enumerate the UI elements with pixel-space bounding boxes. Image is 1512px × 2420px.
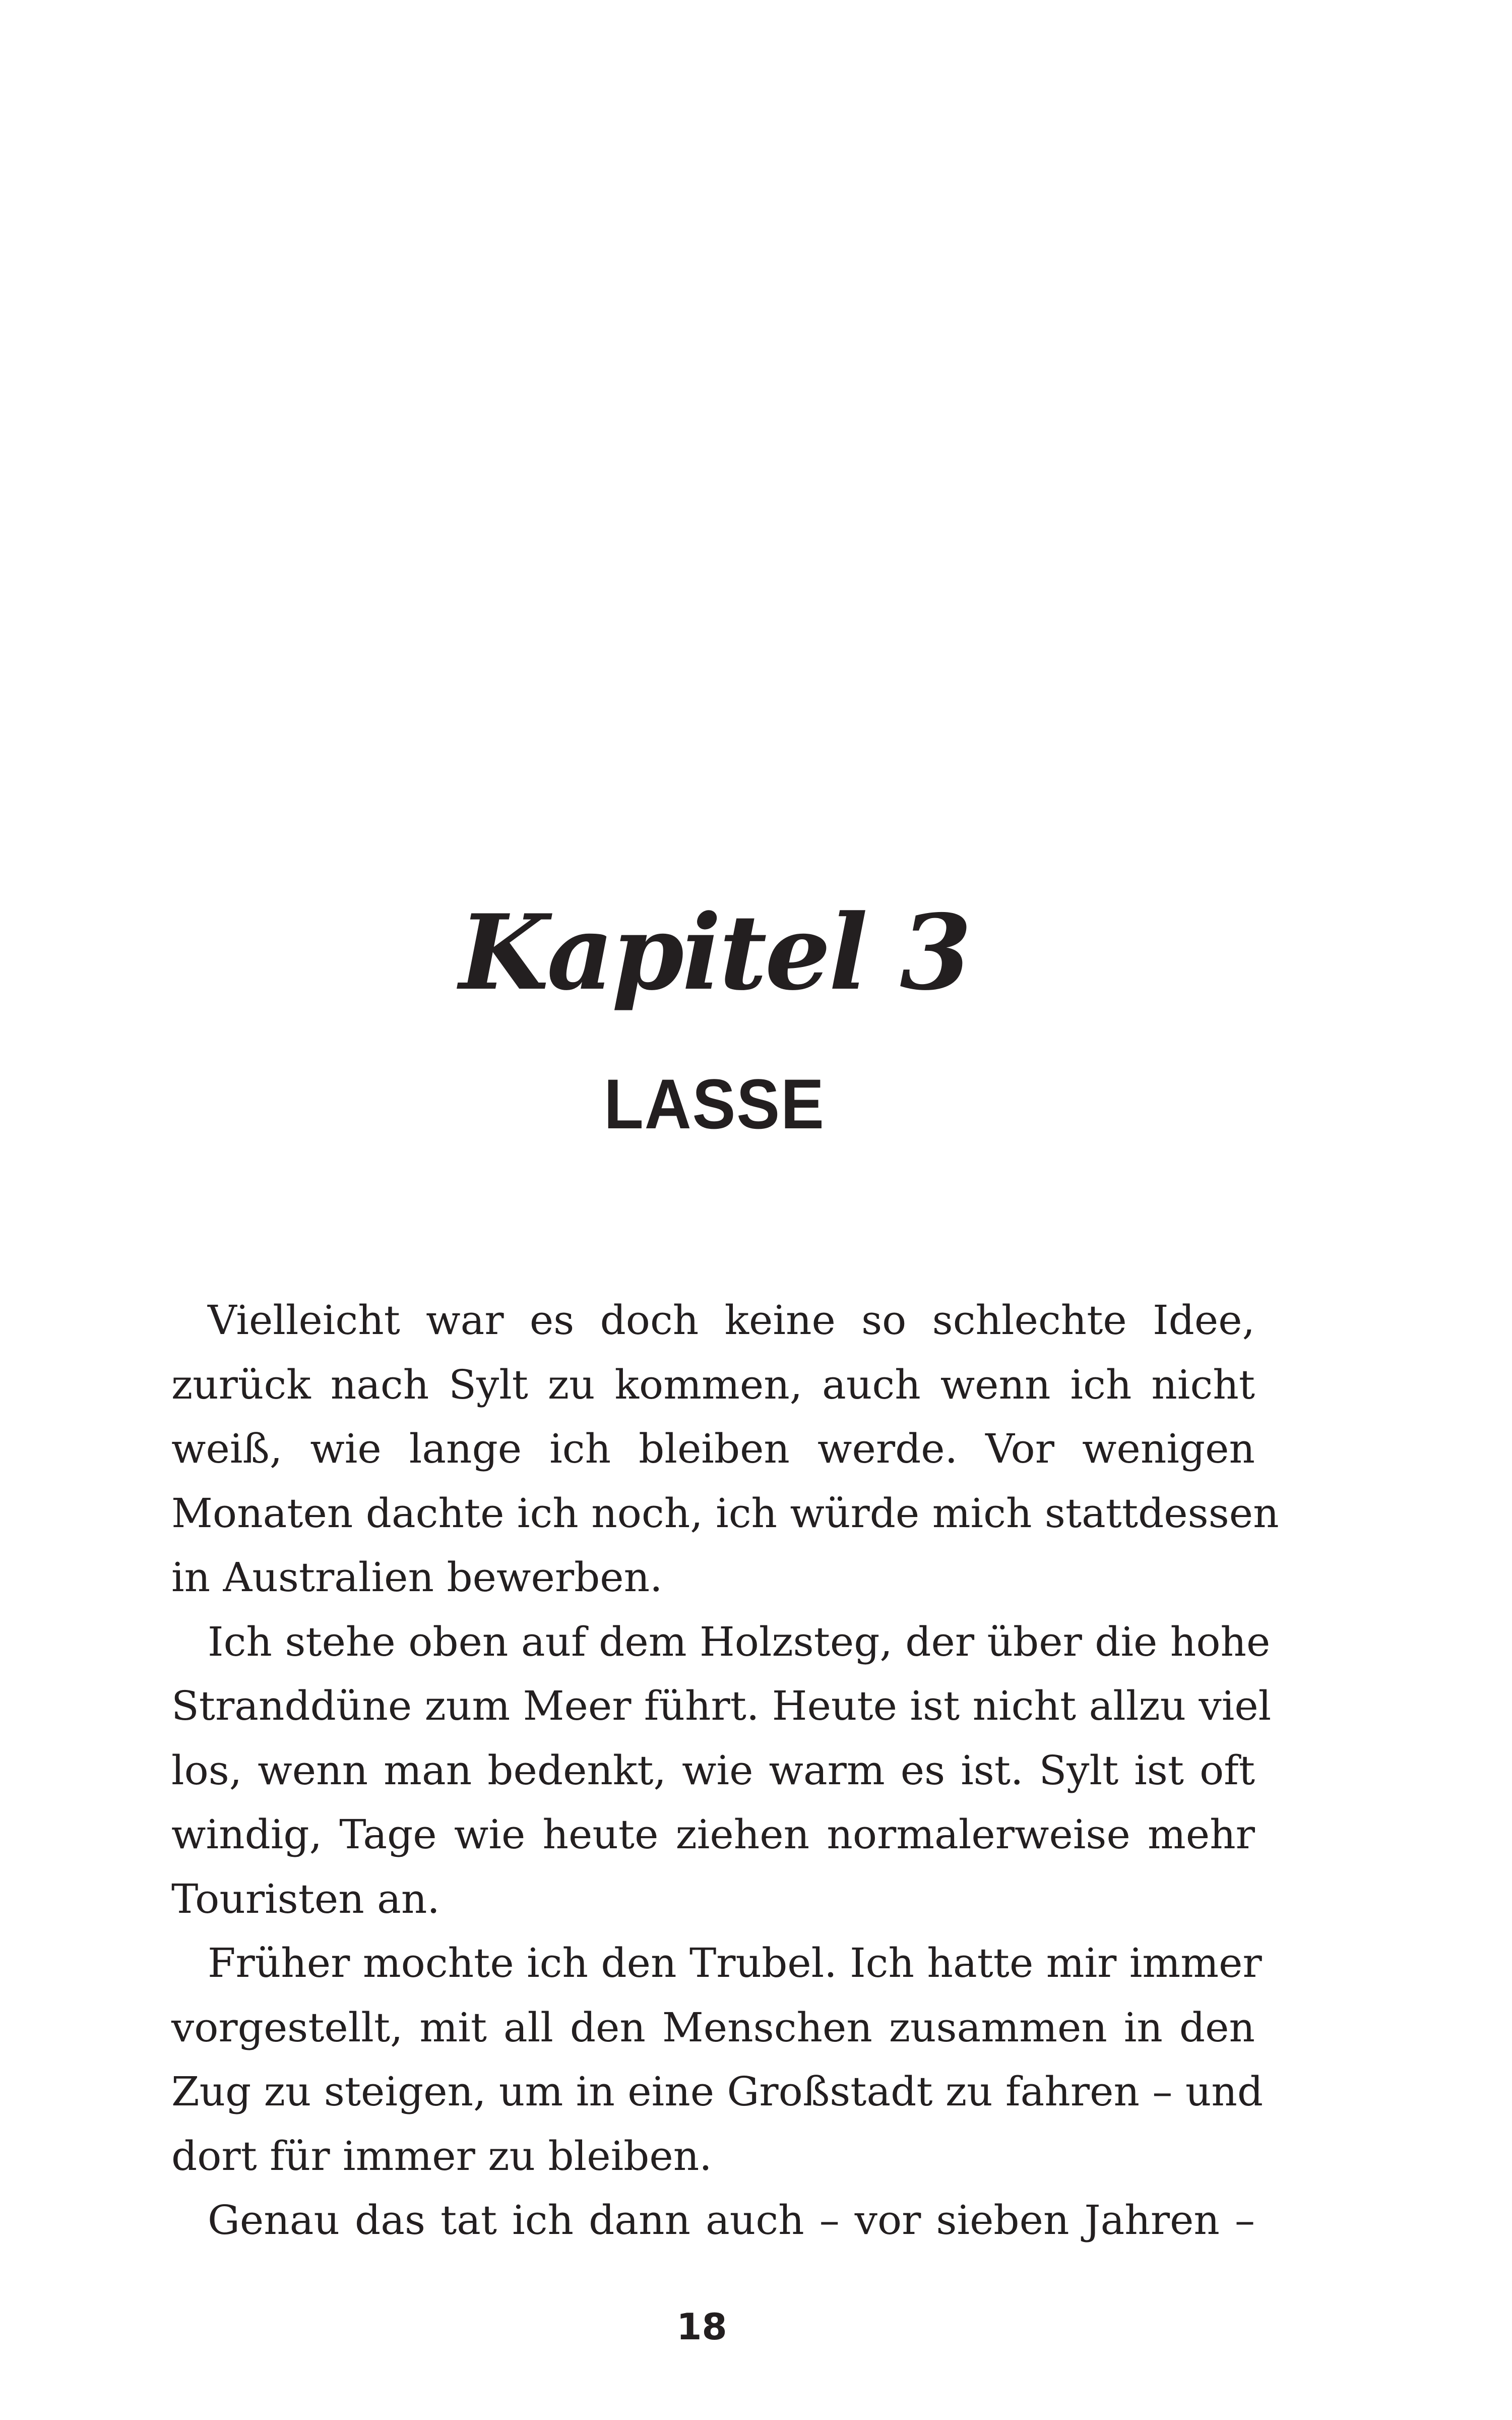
text-line: Monaten dachte ich noch, ich würde mich stattdessen <box>171 1489 1279 1537</box>
text-line: dort für immer zu bleiben. <box>171 2132 712 2180</box>
text-line: windig, Tage wie heute ziehen normalerweise mehr <box>171 1811 1255 1858</box>
body-text <box>171 1288 1279 2253</box>
text-line: Ich stehe oben auf dem Holzsteg, der über die hohe <box>208 1618 1271 1665</box>
text-line: Stranddüne zum Meer führt. Heute ist nicht allzu viel <box>171 1682 1272 1729</box>
text-line: vorgestellt, mit all den Menschen zusammen in den <box>171 2004 1255 2051</box>
text-line: in Australien bewerben. <box>171 1554 663 1601</box>
text-line: Genau das tat ich dann auch – vor sieben Jahren – <box>208 2197 1255 2244</box>
text-line: Vielleicht war es doch keine so schlechte Idee, <box>208 1297 1255 1344</box>
text-line: Früher mochte ich den Trubel. Ich hatte mir immer <box>208 1940 1262 1986</box>
page-number: 18 <box>676 2306 727 2348</box>
chapter-name: LASSE <box>604 1064 825 1143</box>
text-line: Zug zu steigen, um in eine Großstadt zu fahren – und <box>171 2068 1264 2115</box>
text-line: weiß, wie lange ich bleiben werde. Vor wenigen <box>171 1425 1255 1472</box>
text-line: Touristen an. <box>171 1875 440 1922</box>
text-line: zurück nach Sylt zu kommen, auch wenn ich nicht <box>171 1361 1255 1408</box>
chapter-title: Kapitel 3 <box>459 892 970 1013</box>
text-line: los, wenn man bedenkt, wie warm es ist. Sylt ist oft <box>171 1746 1255 1794</box>
